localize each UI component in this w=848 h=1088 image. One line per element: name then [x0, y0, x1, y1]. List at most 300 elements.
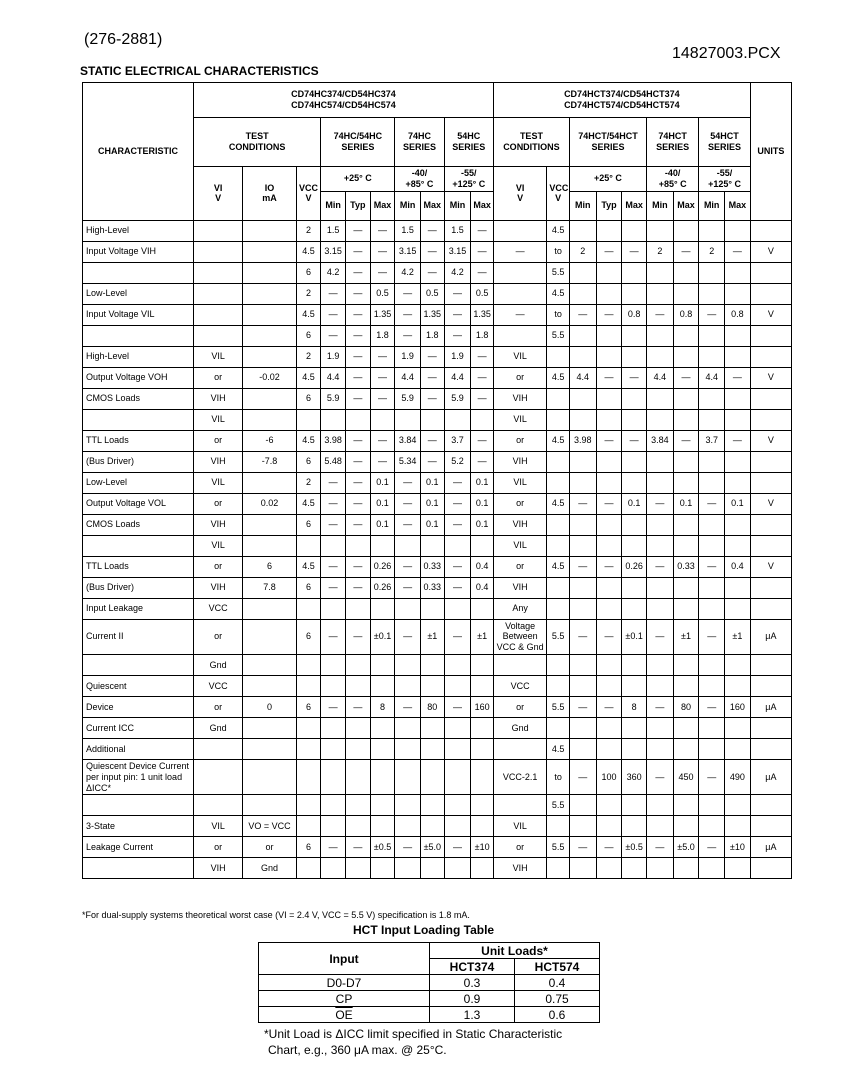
- hc-limit-cell: 0.1: [370, 493, 395, 514]
- hc-limit-cell: —: [471, 367, 494, 388]
- hct-vi-cell: [493, 654, 546, 675]
- load-input-header: Input: [259, 943, 430, 975]
- hc-vcc-cell: 2: [296, 220, 321, 241]
- hc-limit-cell: —: [370, 388, 395, 409]
- hc-limit-cell: [346, 409, 371, 430]
- hc-vcc-cell: [296, 816, 321, 837]
- hc-limit-cell: [370, 409, 395, 430]
- hc-vcc-cell: 6: [296, 577, 321, 598]
- load-row: [259, 975, 600, 991]
- hct-vcc-cell: 5.5: [547, 795, 570, 816]
- hc-limit-cell: 0.33: [420, 556, 444, 577]
- hc-limit-cell: [395, 717, 421, 738]
- min-max-header: Typ: [346, 191, 371, 220]
- hct-series-c: 54HCT SERIES: [699, 118, 750, 167]
- hct-vcc-cell: [547, 451, 570, 472]
- characteristic-cell: Input Voltage VIH: [83, 241, 194, 262]
- hc-limit-cell: ±0.5: [370, 837, 395, 858]
- hc-limit-cell: [420, 795, 444, 816]
- hct-vi-cell: VIL: [493, 535, 546, 556]
- hc-io-cell: [243, 535, 296, 556]
- hc-io-cell: [243, 654, 296, 675]
- section-title: STATIC ELECTRICAL CHARACTERISTICS: [80, 64, 319, 78]
- characteristic-row: [83, 283, 792, 304]
- hct-test-conditions: TEST CONDITIONS: [493, 118, 569, 167]
- units-cell: V: [750, 556, 791, 577]
- hc-limit-cell: [346, 535, 371, 556]
- hct-vi-cell: VIH: [493, 514, 546, 535]
- hc-limit-cell: 4.2: [395, 262, 421, 283]
- units-cell: μA: [750, 619, 791, 654]
- hct-limit-cell: [596, 795, 622, 816]
- hc-limit-cell: 3.84: [395, 430, 421, 451]
- hc-limit-cell: [370, 759, 395, 794]
- hct-limit-cell: 2: [699, 241, 725, 262]
- hc-limit-cell: 1.5: [321, 220, 346, 241]
- hct-limit-cell: [569, 409, 596, 430]
- hct-limit-cell: 3.7: [699, 430, 725, 451]
- hct-vcc-cell: 5.5: [547, 262, 570, 283]
- hc-limit-cell: [471, 654, 494, 675]
- hc-test-conditions: TEST CONDITIONS: [193, 118, 320, 167]
- hct-limit-cell: [622, 283, 647, 304]
- hct-limit-cell: [569, 816, 596, 837]
- characteristic-row: [83, 535, 792, 556]
- hc-limit-cell: [420, 816, 444, 837]
- hc-limit-cell: [370, 535, 395, 556]
- hc-limit-cell: [370, 816, 395, 837]
- characteristic-cell: Low-Level: [83, 283, 194, 304]
- hct-limit-cell: —: [646, 619, 673, 654]
- hc-temp-125: -55/ +125° C: [444, 167, 493, 192]
- hct-limit-cell: —: [622, 241, 647, 262]
- hct-limit-cell: [725, 325, 751, 346]
- hc-limit-cell: [321, 409, 346, 430]
- hc-vcc-cell: 4.5: [296, 241, 321, 262]
- hct-limit-cell: [569, 325, 596, 346]
- characteristic-cell: [83, 654, 194, 675]
- hc-limit-cell: 3.15: [444, 241, 471, 262]
- hct-limit-cell: —: [569, 696, 596, 717]
- hct-vcc-cell: [547, 675, 570, 696]
- hct-vi-cell: [493, 795, 546, 816]
- hct-limit-cell: [596, 675, 622, 696]
- characteristic-row: [83, 262, 792, 283]
- hct-limit-cell: [673, 816, 699, 837]
- static-characteristics-table: [82, 82, 792, 879]
- hct-limit-cell: [596, 346, 622, 367]
- hc-limit-cell: 4.4: [395, 367, 421, 388]
- hct-limit-cell: 4.4: [646, 367, 673, 388]
- hct-limit-cell: [725, 675, 751, 696]
- units-cell: [750, 738, 791, 759]
- hc-vcc-cell: 4.5: [296, 304, 321, 325]
- hct-vcc-cell: 5.5: [547, 619, 570, 654]
- hc-io-cell: [243, 241, 296, 262]
- units-cell: [750, 220, 791, 241]
- hct-limit-cell: 490: [725, 759, 751, 794]
- hct-limit-cell: ±1: [725, 619, 751, 654]
- hc-limit-cell: —: [346, 696, 371, 717]
- characteristic-header: CHARACTERISTIC: [83, 83, 194, 221]
- hc-limit-cell: —: [370, 367, 395, 388]
- hc-limit-cell: [444, 409, 471, 430]
- characteristic-cell: Output Voltage VOH: [83, 367, 194, 388]
- characteristic-row: [83, 472, 792, 493]
- hct-limit-cell: [725, 220, 751, 241]
- characteristic-cell: TTL Loads: [83, 556, 194, 577]
- hct-limit-cell: [725, 598, 751, 619]
- hc-limit-cell: 0.1: [420, 514, 444, 535]
- hct-vi-cell: or: [493, 430, 546, 451]
- hc-limit-cell: —: [444, 577, 471, 598]
- hc-vi-header: VI V: [193, 167, 242, 221]
- load-input: $\overline{OE}$: [259, 1007, 430, 1023]
- hc-vi-cell: or: [193, 430, 242, 451]
- hct-limit-cell: [622, 346, 647, 367]
- hc-limit-cell: [420, 675, 444, 696]
- hc-limit-cell: —: [370, 241, 395, 262]
- hc-vcc-cell: 6: [296, 325, 321, 346]
- hc-vi-cell: VCC: [193, 598, 242, 619]
- load-note-line-1: *Unit Load is ΔICC limit specified in Static Characteristic: [264, 1027, 563, 1041]
- hct-limit-cell: —: [596, 304, 622, 325]
- hc-limit-cell: 5.48: [321, 451, 346, 472]
- hct-limit-cell: 160: [725, 696, 751, 717]
- hc-limit-cell: [471, 759, 494, 794]
- hct-limit-cell: —: [622, 367, 647, 388]
- hc-limit-cell: 0.4: [471, 556, 494, 577]
- hct-vcc-cell: to: [547, 241, 570, 262]
- hc-limit-cell: —: [395, 493, 421, 514]
- hct-limit-cell: [646, 283, 673, 304]
- load-value: 0.9: [430, 991, 515, 1007]
- hct-limit-cell: [725, 577, 751, 598]
- hc-io-cell: or: [243, 837, 296, 858]
- hc-limit-cell: 3.15: [395, 241, 421, 262]
- hc-vi-cell: VIL: [193, 816, 242, 837]
- hc-vcc-cell: [296, 535, 321, 556]
- hct-limit-cell: 3.98: [569, 430, 596, 451]
- hct-limit-cell: [673, 675, 699, 696]
- units-cell: [750, 816, 791, 837]
- hct-vcc-cell: [547, 514, 570, 535]
- load-row: [259, 1007, 600, 1023]
- hct-limit-cell: —: [596, 837, 622, 858]
- hc-limit-cell: —: [395, 837, 421, 858]
- hc-limit-cell: 5.9: [321, 388, 346, 409]
- hct-limit-cell: [622, 514, 647, 535]
- hct-vcc-cell: 4.5: [547, 283, 570, 304]
- hct-limit-cell: [569, 577, 596, 598]
- hct-limit-cell: [725, 262, 751, 283]
- load-value: 0.6: [515, 1007, 600, 1023]
- hct-limit-cell: —: [725, 367, 751, 388]
- hct-limit-cell: [569, 795, 596, 816]
- hct-limit-cell: ±0.1: [622, 619, 647, 654]
- hc-limit-cell: [346, 858, 371, 879]
- hc-limit-cell: —: [444, 304, 471, 325]
- hc-limit-cell: —: [346, 325, 371, 346]
- hc-io-cell: [243, 717, 296, 738]
- hc-limit-cell: [444, 717, 471, 738]
- hct-limit-cell: [569, 858, 596, 879]
- hc-io-cell: -7.8: [243, 451, 296, 472]
- hc-limit-cell: —: [444, 514, 471, 535]
- hc-limit-cell: [471, 795, 494, 816]
- hct-series-a: 74HCT/54HCT SERIES: [569, 118, 646, 167]
- units-cell: [750, 675, 791, 696]
- hc-vi-cell: [193, 262, 242, 283]
- hc-vcc-cell: 6: [296, 619, 321, 654]
- hct-limit-cell: [699, 738, 725, 759]
- hct-limit-cell: [596, 514, 622, 535]
- hct-limit-cell: —: [596, 619, 622, 654]
- hct-vi-cell: [493, 738, 546, 759]
- hc-limit-cell: 0.1: [471, 493, 494, 514]
- hct-vcc-cell: 4.5: [547, 493, 570, 514]
- hc-limit-cell: —: [321, 619, 346, 654]
- hct-vi-cell: VIH: [493, 577, 546, 598]
- hct-limit-cell: [622, 858, 647, 879]
- hc-vcc-cell: 4.5: [296, 367, 321, 388]
- units-cell: [750, 409, 791, 430]
- hct-limit-cell: —: [699, 837, 725, 858]
- hct-vi-cell: [493, 220, 546, 241]
- hc-limit-cell: [395, 654, 421, 675]
- hct-vcc-cell: 4.5: [547, 367, 570, 388]
- min-max-header: Min: [646, 191, 673, 220]
- characteristic-row: [83, 346, 792, 367]
- hct-limit-cell: —: [673, 367, 699, 388]
- units-cell: [750, 535, 791, 556]
- hc-limit-cell: —: [346, 304, 371, 325]
- hct-limit-cell: [699, 858, 725, 879]
- hct-limit-cell: [699, 675, 725, 696]
- hct-limit-cell: [699, 816, 725, 837]
- hct-limit-cell: [646, 325, 673, 346]
- hc-limit-cell: —: [370, 220, 395, 241]
- hct-vi-cell: —: [493, 304, 546, 325]
- hct-vcc-cell: 4.5: [547, 738, 570, 759]
- hc-limit-cell: [346, 816, 371, 837]
- hct-vcc-cell: [547, 858, 570, 879]
- min-max-header: Max: [370, 191, 395, 220]
- hc-limit-cell: [321, 759, 346, 794]
- hc-limit-cell: [321, 598, 346, 619]
- hc-vi-cell: [193, 220, 242, 241]
- hc-limit-cell: ±10: [471, 837, 494, 858]
- hc-vi-cell: VIH: [193, 388, 242, 409]
- hc-limit-cell: 0.1: [370, 514, 395, 535]
- load-value: 1.3: [430, 1007, 515, 1023]
- hc-limit-cell: [444, 738, 471, 759]
- hct-vi-cell: or: [493, 367, 546, 388]
- hc-io-header: IO mA: [243, 167, 296, 221]
- hct-limit-cell: [646, 220, 673, 241]
- hc-limit-cell: [370, 717, 395, 738]
- hct-vcc-cell: [547, 388, 570, 409]
- hc-limit-cell: [471, 717, 494, 738]
- characteristic-row: [83, 220, 792, 241]
- hct-limit-cell: [699, 283, 725, 304]
- hct-limit-cell: [673, 409, 699, 430]
- hc-limit-cell: 5.34: [395, 451, 421, 472]
- hc-vcc-cell: 4.5: [296, 556, 321, 577]
- hc-io-cell: [243, 325, 296, 346]
- hc-limit-cell: —: [395, 577, 421, 598]
- hct-limit-cell: —: [646, 556, 673, 577]
- hc-limit-cell: [321, 738, 346, 759]
- hct-limit-cell: [646, 388, 673, 409]
- hct-limit-cell: [646, 795, 673, 816]
- hc-vcc-cell: 6: [296, 451, 321, 472]
- hct-limit-cell: 0.8: [673, 304, 699, 325]
- hct-limit-cell: [569, 675, 596, 696]
- hc-vi-cell: or: [193, 696, 242, 717]
- hc-limit-cell: [471, 738, 494, 759]
- hc-limit-cell: [370, 795, 395, 816]
- hc-limit-cell: —: [471, 220, 494, 241]
- hc-limit-cell: —: [370, 430, 395, 451]
- hc-vi-cell: VIL: [193, 535, 242, 556]
- hc-limit-cell: —: [321, 283, 346, 304]
- characteristic-cell: Quiescent Device Current per input pin: 1 unit load ΔICC*: [83, 759, 194, 794]
- min-max-header: Max: [471, 191, 494, 220]
- characteristic-cell: [83, 858, 194, 879]
- characteristic-row: [83, 598, 792, 619]
- hc-limit-cell: —: [346, 556, 371, 577]
- hc-vi-cell: VIH: [193, 577, 242, 598]
- hc-io-cell: [243, 472, 296, 493]
- hc-vi-cell: [193, 304, 242, 325]
- characteristic-cell: [83, 262, 194, 283]
- hc-limit-cell: —: [346, 837, 371, 858]
- characteristic-cell: Low-Level: [83, 472, 194, 493]
- characteristic-row: [83, 493, 792, 514]
- hct-limit-cell: [699, 654, 725, 675]
- characteristic-row: [83, 858, 792, 879]
- hct-limit-cell: [646, 514, 673, 535]
- units-cell: [750, 388, 791, 409]
- hc-vi-cell: or: [193, 556, 242, 577]
- hc-limit-cell: 160: [471, 696, 494, 717]
- hct-limit-cell: —: [646, 493, 673, 514]
- hc-part-numbers: CD74HC374/CD54HC374 CD74HC574/CD54HC574: [193, 83, 493, 118]
- footnote: *For dual-supply systems theoretical worst case (VI = 2.4 V, VCC = 5.5 V) specification is 1.8 mA.: [82, 910, 470, 920]
- hc-limit-cell: 4.4: [321, 367, 346, 388]
- hc-limit-cell: 5.2: [444, 451, 471, 472]
- hc-limit-cell: [370, 858, 395, 879]
- hc-limit-cell: 0.26: [370, 556, 395, 577]
- units-cell: [750, 577, 791, 598]
- hc-limit-cell: —: [395, 283, 421, 304]
- hc-limit-cell: [471, 535, 494, 556]
- hc-limit-cell: [346, 759, 371, 794]
- hc-io-cell: [243, 598, 296, 619]
- hc-limit-cell: [346, 717, 371, 738]
- hc-vi-cell: Gnd: [193, 654, 242, 675]
- hct-vi-cell: [493, 262, 546, 283]
- hc-limit-cell: —: [346, 430, 371, 451]
- hct-limit-cell: [596, 220, 622, 241]
- hc-vi-cell: VIL: [193, 409, 242, 430]
- hc-limit-cell: —: [420, 220, 444, 241]
- hc-limit-cell: —: [420, 241, 444, 262]
- hc-limit-cell: 0.5: [420, 283, 444, 304]
- hct-limit-cell: [596, 858, 622, 879]
- hc-vcc-cell: 2: [296, 346, 321, 367]
- hct-limit-cell: [646, 472, 673, 493]
- hct-limit-cell: [622, 738, 647, 759]
- hc-limit-cell: —: [346, 283, 371, 304]
- hc-limit-cell: 4.2: [321, 262, 346, 283]
- hct-limit-cell: [725, 451, 751, 472]
- load-value: 0.3: [430, 975, 515, 991]
- characteristic-cell: High-Level: [83, 220, 194, 241]
- characteristic-cell: Current ICC: [83, 717, 194, 738]
- hct-limit-cell: [673, 598, 699, 619]
- characteristic-row: [83, 556, 792, 577]
- characteristic-row: [83, 514, 792, 535]
- hc-vcc-cell: 4.5: [296, 493, 321, 514]
- hct-limit-cell: [622, 654, 647, 675]
- hc-limit-cell: 0.1: [420, 472, 444, 493]
- hct-limit-cell: [699, 598, 725, 619]
- min-max-header: Max: [725, 191, 751, 220]
- load-unit-loads-header: Unit Loads*: [430, 943, 600, 959]
- hc-limit-cell: —: [444, 837, 471, 858]
- units-cell: [750, 472, 791, 493]
- hct-limit-cell: [569, 535, 596, 556]
- hc-limit-cell: 1.8: [471, 325, 494, 346]
- hc-limit-cell: 1.8: [370, 325, 395, 346]
- hct-limit-cell: [725, 409, 751, 430]
- hc-limit-cell: ±5.0: [420, 837, 444, 858]
- hc-limit-cell: —: [395, 304, 421, 325]
- hct-limit-cell: 0.1: [622, 493, 647, 514]
- hc-limit-cell: [321, 717, 346, 738]
- hct-vi-cell: VIH: [493, 451, 546, 472]
- characteristic-row: [83, 696, 792, 717]
- hct-limit-cell: [622, 598, 647, 619]
- hct-limit-cell: [596, 472, 622, 493]
- hct-vi-cell: or: [493, 837, 546, 858]
- units-cell: V: [750, 493, 791, 514]
- hct-limit-cell: [596, 577, 622, 598]
- hct-limit-cell: [596, 283, 622, 304]
- hc-limit-cell: [420, 598, 444, 619]
- units-cell: μA: [750, 759, 791, 794]
- hc-limit-cell: 1.9: [444, 346, 471, 367]
- hct-limit-cell: [569, 346, 596, 367]
- hct-limit-cell: [596, 451, 622, 472]
- hc-vcc-cell: [296, 858, 321, 879]
- hc-limit-cell: 1.9: [321, 346, 346, 367]
- hc-vi-cell: or: [193, 493, 242, 514]
- hct-limit-cell: [646, 858, 673, 879]
- hct-limit-cell: [646, 409, 673, 430]
- hct-limit-cell: [569, 220, 596, 241]
- hc-limit-cell: 0.5: [370, 283, 395, 304]
- hct-vi-cell: Any: [493, 598, 546, 619]
- hc-limit-cell: [395, 675, 421, 696]
- hct-limit-cell: [673, 325, 699, 346]
- hc-limit-cell: [471, 409, 494, 430]
- hct-limit-cell: [725, 816, 751, 837]
- hc-limit-cell: 0.4: [471, 577, 494, 598]
- hc-limit-cell: —: [444, 472, 471, 493]
